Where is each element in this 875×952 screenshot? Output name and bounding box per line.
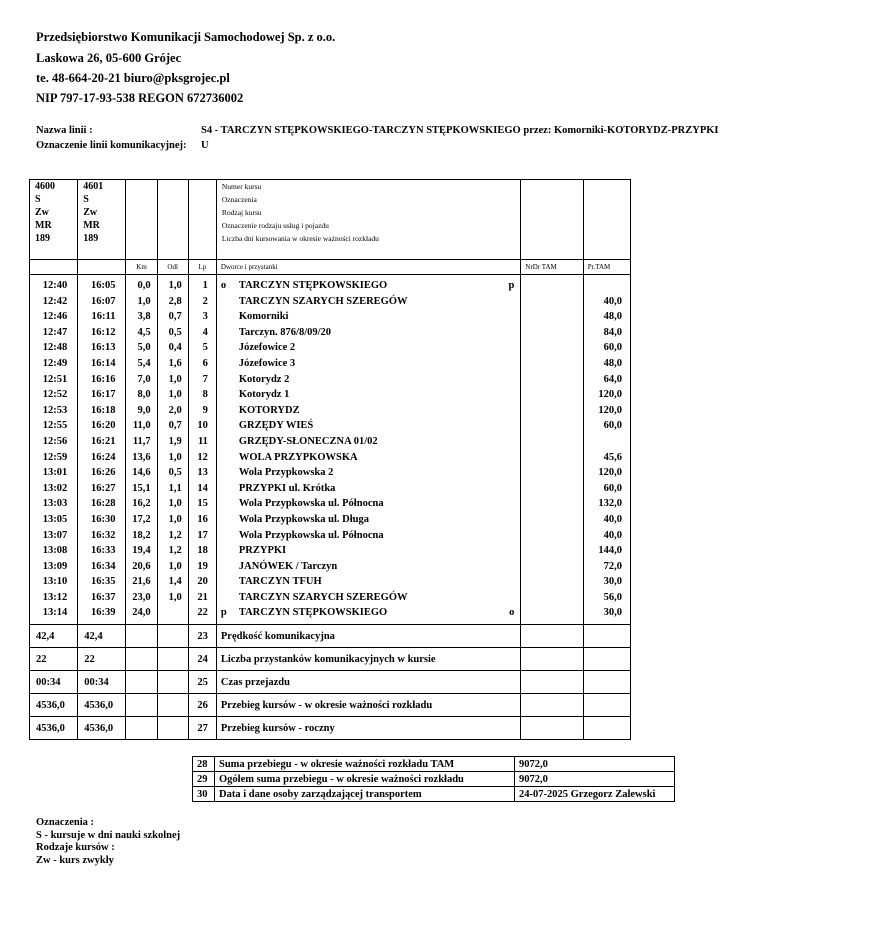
column-header-row <box>30 260 631 275</box>
totals-row <box>193 772 675 787</box>
stop-prtam-cell: 144,0 <box>598 545 622 557</box>
summary-value-2: 4536,0 <box>78 694 126 717</box>
stop-prtam-cell: 40,0 <box>603 513 622 525</box>
stop-odl-cell: 1,1 <box>168 482 182 494</box>
course-header-value: S <box>35 194 41 205</box>
summary-value-2: 00:34 <box>78 671 126 694</box>
stop-name: Wola Przypkowska ul. Długa <box>238 513 369 525</box>
summary-empty <box>521 717 583 740</box>
stop-odl-cell: 0,5 <box>168 326 182 338</box>
stop-name: Józefowice 3 <box>238 357 296 369</box>
stop-name: Komorniki <box>238 311 289 323</box>
stop-name: Wola Przypkowska 2 <box>238 467 334 479</box>
stops-column <box>216 275 521 625</box>
totals-label: Ogółem suma przebiegu - w okresie ważności rozkładu <box>215 772 515 787</box>
stop-lp-cell: 19 <box>197 560 208 572</box>
stop-lp-cell: 11 <box>197 435 208 447</box>
summary-value-2: 4536,0 <box>78 717 126 740</box>
stop-t2-cell: 16:13 <box>90 342 116 354</box>
stop-name-row <box>217 372 521 388</box>
stop-km-cell: 20,6 <box>132 560 151 572</box>
stop-km-cell: 19,4 <box>132 545 151 557</box>
summary-value-1: 22 <box>30 648 78 671</box>
stop-t2-cell: 16:28 <box>90 498 116 510</box>
summary-value-1: 00:34 <box>30 671 78 694</box>
totals-row <box>193 787 675 802</box>
stop-prtam-cell: 60,0 <box>603 482 622 494</box>
totals-table <box>192 756 675 802</box>
stop-name: TARCZYN TFUH <box>238 576 322 588</box>
stop-odl-cell: 0,7 <box>168 311 182 323</box>
course-header-value: Zw <box>35 207 49 218</box>
stop-name: TARCZYN SZARYCH SZEREGÓW <box>238 591 408 603</box>
lp-column <box>188 275 216 625</box>
stop-lp-cell: 16 <box>197 513 208 525</box>
summary-lp: 25 <box>188 671 216 694</box>
stop-odl-cell: 0,7 <box>168 420 182 432</box>
summary-empty <box>126 671 157 694</box>
company-address: Laskowa 26, 05-600 Grójec <box>36 51 182 65</box>
stop-t2-cell: 16:24 <box>90 451 116 463</box>
stop-lp-cell: 12 <box>197 451 208 463</box>
stop-name-row <box>217 356 521 372</box>
stop-name-row <box>217 309 521 325</box>
company-contact: te. 48-664-20-21 biuro@pksgrojec.pl <box>36 71 230 85</box>
stop-km-cell: 0,0 <box>137 280 151 291</box>
summary-lp: 24 <box>188 648 216 671</box>
stop-t2-cell: 16:18 <box>90 404 116 416</box>
stop-km-cell: 8,0 <box>137 389 151 401</box>
stop-prtam-cell: 48,0 <box>603 311 622 323</box>
stop-post-marker: p <box>508 280 515 291</box>
stop-t2-cell: 16:35 <box>90 576 116 588</box>
stop-odl-cell: 1,0 <box>168 389 182 401</box>
stop-name: KOTORYDZ <box>238 404 300 416</box>
summary-value-1: 42,4 <box>30 625 78 648</box>
stop-name-row <box>217 543 521 559</box>
totals-label: Suma przebiegu - w okresie ważności rozkładu TAM <box>215 757 515 772</box>
stop-t2-cell: 16:05 <box>90 280 116 291</box>
summary-empty <box>583 648 630 671</box>
stop-prtam-cell <box>584 278 630 294</box>
stop-lp-cell: 2 <box>202 295 208 307</box>
stop-name: Wola Przypkowska ul. Północna <box>238 529 384 541</box>
summary-lp: 23 <box>188 625 216 648</box>
stop-km-cell: 1,0 <box>137 295 151 307</box>
line-designation-label: Oznaczenie linii komunikacyjnej: <box>36 140 187 151</box>
course-header-label: Rodzaj kursu <box>221 208 262 217</box>
col-header-prtam: Pr.TAM <box>583 260 630 275</box>
stop-name: TARCZYN STĘPKOWSKIEGO <box>238 280 388 291</box>
stop-odl-cell: 1,0 <box>168 498 182 510</box>
summary-row <box>30 694 631 717</box>
stop-t2-cell: 16:26 <box>90 467 116 479</box>
summary-empty <box>157 717 188 740</box>
stop-name-row <box>217 434 521 450</box>
stop-lp-cell: 13 <box>197 467 208 479</box>
markings-title: Oznaczenia : <box>36 817 95 828</box>
stop-lp-cell: 14 <box>197 482 208 494</box>
stop-lp-cell: 15 <box>197 498 208 510</box>
summary-empty <box>521 694 583 717</box>
stop-t2-cell: 16:32 <box>90 529 116 541</box>
stop-odl-cell: 1,0 <box>168 591 182 603</box>
stop-name: WOLA PRZYPKOWSKA <box>238 451 358 463</box>
course-header-labels <box>216 180 521 260</box>
stop-t1-cell: 13:07 <box>42 529 68 541</box>
course-col-1 <box>30 180 78 260</box>
stop-lp-cell: 20 <box>197 576 208 588</box>
summary-empty <box>157 694 188 717</box>
summary-lp: 27 <box>188 717 216 740</box>
stop-name-row <box>217 590 521 606</box>
stop-name-row <box>217 340 521 356</box>
stop-lp-cell: 6 <box>202 357 208 369</box>
stop-odl-cell: 1,0 <box>168 451 182 463</box>
course-header-value: Zw <box>83 207 98 218</box>
stop-km-cell: 5,0 <box>137 342 151 354</box>
stop-name: TARCZYN STĘPKOWSKIEGO <box>238 607 388 619</box>
stop-prtam-cell: 56,0 <box>603 591 622 603</box>
summary-row <box>30 671 631 694</box>
summary-lp: 26 <box>188 694 216 717</box>
stop-t2-cell: 16:16 <box>90 373 116 385</box>
stop-t2-cell: 16:21 <box>90 435 116 447</box>
stop-odl-cell: 1,0 <box>168 560 182 572</box>
times-course-2 <box>78 275 126 625</box>
line-designation-value: U <box>201 140 209 151</box>
stop-name: GRZĘDY WIEŚ <box>238 420 314 432</box>
stop-t2-cell: 16:12 <box>90 326 116 338</box>
stop-odl-cell: 1,2 <box>168 529 182 541</box>
stop-km-cell: 5,4 <box>137 357 151 369</box>
summary-value-2: 42,4 <box>78 625 126 648</box>
stop-t1-cell: 13:08 <box>42 545 68 557</box>
stop-t2-cell: 16:30 <box>90 513 116 525</box>
summary-empty <box>126 717 157 740</box>
stop-t1-cell: 13:14 <box>42 607 68 619</box>
stop-t2-cell: 16:20 <box>90 420 116 432</box>
stop-km-cell: 11,7 <box>132 435 151 447</box>
summary-empty <box>521 625 583 648</box>
stop-t1-cell: 13:03 <box>42 498 68 510</box>
stop-t1-cell: 13:09 <box>42 560 68 572</box>
stop-prtam-cell: 40,0 <box>603 529 622 541</box>
stop-lp-cell: 18 <box>197 545 208 557</box>
stop-lp-cell: 17 <box>197 529 208 541</box>
company-name: Przedsiębiorstwo Komunikacji Samochodowej Sp. z o.o. <box>36 30 336 44</box>
course-header-row <box>30 180 631 260</box>
stop-prtam-cell: 45,6 <box>603 451 622 463</box>
course-col-2 <box>78 180 126 260</box>
stop-t1-cell: 12:49 <box>42 357 68 369</box>
summary-value-2: 22 <box>78 648 126 671</box>
totals-value: 9072,0 <box>515 772 675 787</box>
stop-t1-cell: 12:59 <box>42 451 68 463</box>
totals-label: Data i dane osoby zarządzającej transportem <box>215 787 515 802</box>
stop-lp-cell: 7 <box>202 373 208 385</box>
summary-empty <box>157 648 188 671</box>
stop-t1-cell: 12:55 <box>42 420 68 432</box>
stop-odl-cell: 0,5 <box>168 467 182 479</box>
totals-row <box>193 757 675 772</box>
course-header-value: MR <box>83 220 100 231</box>
summary-empty <box>157 671 188 694</box>
stop-name: Kotorydz 1 <box>238 389 290 401</box>
stop-prtam-cell: 30,0 <box>603 607 622 619</box>
stop-post-marker: o <box>509 607 515 619</box>
stop-prtam-cell: 120,0 <box>598 467 622 479</box>
stop-name: Tarczyn. 876/8/09/20 <box>238 326 332 338</box>
stop-lp-cell: 10 <box>197 420 208 432</box>
stop-lp-cell: 9 <box>202 404 208 416</box>
stop-name: JANÓWEK / Tarczyn <box>238 560 338 572</box>
summary-label: Czas przejazdu <box>216 671 521 694</box>
stop-name-row <box>217 605 521 621</box>
stop-odl-cell <box>158 605 188 621</box>
summary-empty <box>126 648 157 671</box>
summary-label: Przebieg kursów - w okresie ważności rozkładu <box>216 694 521 717</box>
stop-name-row <box>217 528 521 544</box>
stop-t2-cell: 16:33 <box>90 545 116 557</box>
course-header-value: 4600 <box>35 181 55 192</box>
stop-name-row <box>217 325 521 341</box>
summary-row <box>30 625 631 648</box>
col-header-km: Km <box>126 260 157 275</box>
col-header-nrdr: NrDr TAM <box>521 260 583 275</box>
totals-lp: 29 <box>193 772 215 787</box>
stop-pre-marker: o <box>220 280 227 291</box>
times-course-1 <box>30 275 78 625</box>
km-column <box>126 275 157 625</box>
stop-prtam-cell: 132,0 <box>598 498 622 510</box>
stop-t2-cell: 16:17 <box>90 389 116 401</box>
stop-t1-cell: 13:05 <box>42 513 68 525</box>
col-header-odl: Odl <box>157 260 188 275</box>
stop-t1-cell: 12:48 <box>42 342 68 354</box>
stop-lp-cell: 22 <box>197 607 208 619</box>
summary-empty <box>583 625 630 648</box>
summary-label: Prędkość komunikacyjna <box>216 625 521 648</box>
summary-value-1: 4536,0 <box>30 717 78 740</box>
col-header-lp: Lp <box>188 260 216 275</box>
stop-t2-cell: 16:27 <box>90 482 116 494</box>
stop-lp-cell: 21 <box>197 591 208 603</box>
stop-t1-cell: 13:12 <box>42 591 68 603</box>
stop-km-cell: 3,8 <box>137 311 151 323</box>
stop-odl-cell: 0,4 <box>168 342 182 354</box>
stop-name-row <box>217 496 521 512</box>
stop-name: PRZYPKI ul. Krótka <box>238 482 336 494</box>
totals-lp: 28 <box>193 757 215 772</box>
stop-t1-cell: 13:01 <box>42 467 68 479</box>
stop-name-row <box>217 512 521 528</box>
stop-km-cell: 7,0 <box>137 373 151 385</box>
stop-t1-cell: 12:40 <box>42 280 68 291</box>
line-name-label: Nazwa linii : <box>36 125 93 136</box>
stop-lp-cell: 4 <box>202 326 208 338</box>
stop-name: GRZĘDY-SŁONECZNA 01/02 <box>238 435 378 447</box>
col-header-stops: Dworce i przystanki <box>216 260 521 275</box>
stop-prtam-cell: 30,0 <box>603 576 622 588</box>
stop-name-row <box>217 574 521 590</box>
stop-t1-cell: 13:10 <box>42 576 68 588</box>
stop-t1-cell: 12:51 <box>42 373 68 385</box>
totals-value: 24-07-2025 Grzegorz Zalewski <box>515 787 675 802</box>
summary-row <box>30 648 631 671</box>
stop-prtam-cell: 120,0 <box>598 389 622 401</box>
stop-km-cell: 17,2 <box>132 513 151 525</box>
totals-lp: 30 <box>193 787 215 802</box>
summary-empty <box>521 648 583 671</box>
stop-km-cell: 18,2 <box>132 529 151 541</box>
nrdr-column <box>521 275 583 625</box>
course-header-value: 189 <box>35 233 50 244</box>
summary-value-1: 4536,0 <box>30 694 78 717</box>
stop-km-cell: 9,0 <box>137 404 151 416</box>
course-types-title: Rodzaje kursów : <box>36 842 115 853</box>
stop-km-cell: 16,2 <box>132 498 151 510</box>
stop-t2-cell: 16:39 <box>90 607 116 619</box>
stop-name-row <box>217 465 521 481</box>
odl-column <box>157 275 188 625</box>
course-header-value: 4601 <box>83 181 104 192</box>
summary-empty <box>583 671 630 694</box>
stop-odl-cell: 1,6 <box>168 357 182 369</box>
stop-name-row <box>217 481 521 497</box>
stop-name-row <box>217 294 521 310</box>
stop-name-row <box>217 450 521 466</box>
stop-t2-cell: 16:37 <box>90 591 116 603</box>
stop-name-row <box>217 559 521 575</box>
stop-odl-cell: 2,0 <box>168 404 182 416</box>
line-name-value: S4 - TARCZYN STĘPKOWSKIEGO-TARCZYN STĘPKOWSKIEGO przez: Komorniki-KOTORYDZ-PRZYPKI <box>201 125 719 136</box>
summary-empty <box>583 717 630 740</box>
stop-prtam-cell: 60,0 <box>603 420 622 432</box>
stop-km-cell: 24,0 <box>132 607 151 619</box>
totals-value: 9072,0 <box>515 757 675 772</box>
stop-t1-cell: 12:42 <box>42 295 68 307</box>
summary-empty <box>583 694 630 717</box>
course-header-value: MR <box>35 220 52 231</box>
stop-t1-cell: 12:56 <box>42 435 68 447</box>
stop-t1-cell: 12:53 <box>42 404 68 416</box>
stop-km-cell: 13,6 <box>132 451 151 463</box>
stop-lp-cell: 3 <box>202 311 208 323</box>
stop-odl-cell: 1,0 <box>168 373 182 385</box>
stop-name: Wola Przypkowska ul. Północna <box>238 498 384 510</box>
stop-km-cell: 15,1 <box>132 482 151 494</box>
stop-name: Józefowice 2 <box>238 342 296 354</box>
stop-prtam-cell <box>584 434 630 450</box>
course-header-label: Oznaczenie rodzaju usług i pojazdu <box>221 221 329 230</box>
stop-prtam-cell: 40,0 <box>603 295 622 307</box>
stop-prtam-cell: 48,0 <box>603 357 622 369</box>
course-header-value: S <box>83 194 89 205</box>
summary-label: Liczba przystanków komunikacyjnych w kursie <box>216 648 521 671</box>
summary-empty <box>521 671 583 694</box>
course-header-label: Liczba dni kursowania w okresie ważności rozkładu <box>221 234 379 243</box>
stop-prtam-cell: 64,0 <box>603 373 622 385</box>
stop-name-row <box>217 418 521 434</box>
stop-lp-cell: 8 <box>202 389 208 401</box>
stop-odl-cell: 1,0 <box>168 513 182 525</box>
timetable-table <box>29 179 631 740</box>
stop-odl-cell: 1,0 <box>168 280 182 291</box>
course-header-label: Oznaczenia <box>221 195 257 204</box>
stop-t1-cell: 12:47 <box>42 326 68 338</box>
stop-odl-cell: 1,4 <box>168 576 182 588</box>
stop-t1-cell: 12:52 <box>42 389 68 401</box>
stop-name: PRZYPKI <box>238 545 287 557</box>
stop-name-row <box>217 278 521 294</box>
stop-name-row <box>217 403 521 419</box>
stop-t1-cell: 12:46 <box>42 311 68 323</box>
course-header-value: 189 <box>83 233 99 244</box>
summary-empty <box>126 694 157 717</box>
stop-km-cell: 4,5 <box>137 326 151 338</box>
stop-km-cell: 23,0 <box>132 591 151 603</box>
summary-empty <box>126 625 157 648</box>
course-header-label: Numer kursu <box>221 182 262 191</box>
markings-item: S - kursuje w dni nauki szkolnej <box>36 830 181 841</box>
stop-km-cell: 11,0 <box>132 420 151 432</box>
summary-label: Przebieg kursów - roczny <box>216 717 521 740</box>
stop-km-cell: 21,6 <box>132 576 151 588</box>
summary-row <box>30 717 631 740</box>
summary-empty <box>157 625 188 648</box>
stop-prtam-cell: 72,0 <box>603 560 622 572</box>
stop-lp-cell: 5 <box>202 342 208 354</box>
stop-name-row <box>217 387 521 403</box>
stop-t2-cell: 16:14 <box>90 357 116 369</box>
stop-km-cell: 14,6 <box>132 467 151 479</box>
stop-lp-cell: 1 <box>202 280 208 291</box>
stop-name: Kotorydz 2 <box>238 373 290 385</box>
prtam-column <box>583 275 630 625</box>
stop-t1-cell: 13:02 <box>42 482 68 494</box>
stop-prtam-cell: 60,0 <box>603 342 622 354</box>
stop-odl-cell: 2,8 <box>168 295 182 307</box>
stop-t2-cell: 16:07 <box>90 295 116 307</box>
stop-prtam-cell: 84,0 <box>603 326 622 338</box>
stop-odl-cell: 1,9 <box>168 435 182 447</box>
stop-pre-marker: p <box>220 607 227 619</box>
stop-t2-cell: 16:11 <box>91 311 116 323</box>
stop-t2-cell: 16:34 <box>90 560 116 572</box>
company-ids: NIP 797-17-93-538 REGON 672736002 <box>36 91 244 105</box>
stop-name: TARCZYN SZARYCH SZEREGÓW <box>238 295 408 307</box>
stop-prtam-cell: 120,0 <box>598 404 622 416</box>
stops-block <box>30 275 631 625</box>
course-types-item: Zw - kurs zwykły <box>36 855 114 866</box>
stop-odl-cell: 1,2 <box>168 545 182 557</box>
